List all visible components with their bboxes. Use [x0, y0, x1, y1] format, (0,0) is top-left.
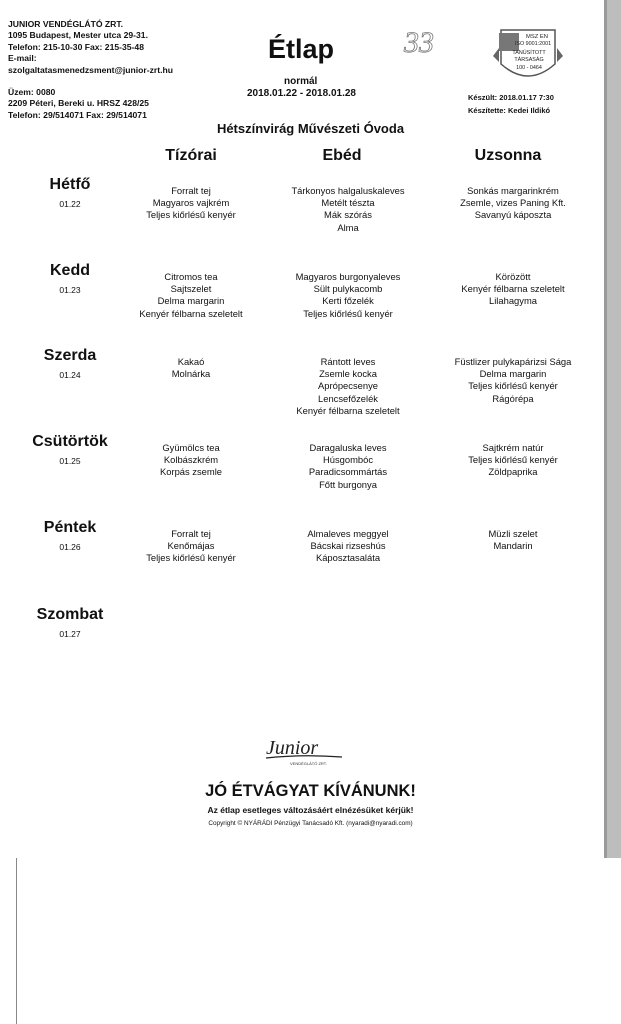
menu-item: Bácskai rizseshús [310, 540, 386, 552]
menu-item: Delma margarin [157, 295, 225, 307]
menu-item: Kolbászkrém [163, 454, 219, 466]
day-name: Szombat [36, 606, 104, 623]
scan-bottom-strip [0, 858, 621, 1024]
menu-cell-uzsonna [413, 185, 613, 222]
day-name: Péntek [43, 519, 97, 536]
day-date: 01.22 [59, 199, 81, 209]
logo-subtext: VENDÉGLÁTÓ ZRT. [290, 761, 327, 766]
menu-item: Kenyér félbarna szeletelt [139, 307, 243, 319]
menu-item: Metélt tészta [321, 197, 375, 209]
day-name: Csütörtök [32, 433, 108, 450]
menu-item: Mandarin [493, 540, 533, 552]
menu-item: Daragaluska leves [309, 442, 387, 453]
menu-item: Rágórépa [492, 392, 534, 404]
menu-item: Sajtszelet [170, 283, 212, 295]
site-address [8, 87, 149, 121]
menu-item: Paradicsommártás [308, 466, 388, 478]
menu-item: Húsgombóc [322, 454, 374, 466]
company-line: Telefon: 215-10-30 Fax: 215-35-48 [8, 41, 144, 52]
column-header-tizorai: Tízórai [165, 147, 217, 164]
site-line: Üzem: 0080 [8, 87, 56, 97]
menu-item: Sajtkrém natúr [482, 442, 544, 453]
company-email: szolgaltatasmenedzsment@junior-zrt.hu [8, 64, 173, 75]
menu-type: normál [284, 76, 318, 87]
menu-cell-uzsonna [413, 528, 613, 552]
cert-line: ISO 9001:2001 [514, 41, 552, 47]
menu-item: Sült pulykacomb [313, 283, 383, 295]
menu-item: Rántott leves [320, 356, 376, 367]
menu-item: Zöldpaprika [488, 466, 538, 478]
cert-line: 100 - 0464 [516, 65, 542, 71]
author: Készítette: Kedei Ildikó [468, 106, 551, 115]
day-name: Hétfő [49, 176, 91, 193]
handwritten-number-text: 33 [404, 26, 434, 59]
day-name: Kedd [50, 262, 90, 279]
company-line: E-mail: [8, 53, 37, 64]
menu-item: Korpás zsemle [159, 466, 222, 478]
company-address [8, 19, 173, 76]
menu-item: Magyaros vajkrém [152, 197, 230, 209]
company-line: 1095 Budapest, Mester utca 29-31. [8, 30, 148, 41]
menu-item: Káposztasaláta [315, 552, 381, 564]
menu-item: Alma [337, 221, 359, 233]
menu-item: Almaleves meggyel [307, 528, 389, 539]
menu-item: Teljes kiőrlésű kenyér [146, 209, 236, 221]
menu-item: Kakaó [177, 356, 205, 367]
cert-line: TÁRSASÁG [514, 57, 544, 63]
created-date: Készült: 2018.01.17 7:30 [468, 93, 554, 102]
menu-item: Mák szórás [324, 209, 372, 221]
column-header-ebed: Ebéd [322, 147, 362, 164]
day-date: 01.24 [59, 370, 81, 380]
date-range: 2018.01.22 - 2018.01.28 [247, 88, 356, 99]
menu-item: Körözött [495, 271, 531, 282]
day-label [12, 606, 128, 640]
menu-item: Aprópecsenye [318, 380, 378, 392]
cert-line: MSZ EN [526, 34, 548, 40]
column-header-uzsonna: Uzsonna [474, 147, 542, 164]
closing-wish: JÓ ÉTVÁGYAT KÍVÁNUNK! [205, 782, 416, 800]
menu-item: Delma margarin [479, 368, 547, 380]
menu-cell-uzsonna [413, 442, 613, 479]
junior-logo [262, 737, 358, 767]
menu-item: Molnárka [171, 368, 211, 380]
menu-item: Főtt burgonya [319, 478, 377, 490]
day-date: 01.25 [59, 456, 81, 466]
menu-item: Gyümölcs tea [162, 442, 220, 453]
handwritten-number [402, 24, 462, 60]
school-name: Hétszínvirág Művészeti Óvoda [216, 121, 405, 136]
menu-cell-uzsonna [413, 271, 613, 308]
menu-item: Sonkás margarinkrém [467, 185, 559, 196]
menu-item: Magyaros burgonyaleves [295, 271, 401, 282]
page-title: Étlap [268, 34, 335, 64]
day-name: Szerda [43, 347, 97, 364]
change-note: Az étlap esetleges változásáért elnézésüket kérjük! [207, 805, 414, 815]
menu-item: Kenyér félbarna szeletelt [461, 283, 565, 295]
site-line: Telefon: 29/514071 Fax: 29/514071 [8, 109, 147, 120]
day-date: 01.23 [59, 285, 81, 295]
company-line: JUNIOR VENDÉGLÁTÓ ZRT. [8, 19, 124, 29]
menu-item: Teljes kiőrlésű kenyér [468, 380, 558, 392]
menu-item: Zsemle kocka [319, 368, 377, 380]
menu-item: Füstlizer pulykapárizsi Sága [454, 356, 572, 367]
menu-item: Forralt tej [171, 185, 211, 196]
menu-item: Teljes kiőrlésű kenyér [468, 454, 558, 466]
iso-certificate-badge [493, 26, 563, 86]
menu-item: Citromos tea [164, 271, 218, 282]
day-date: 01.27 [59, 629, 81, 639]
menu-item: Teljes kiőrlésű kenyér [303, 307, 393, 319]
menu-item: Forralt tej [171, 528, 211, 539]
menu-item: Savanyú káposzta [474, 209, 552, 221]
menu-item: Tárkonyos halgaluskaleves [291, 185, 405, 196]
menu-item: Zsemle, vizes Paning Kft. [460, 197, 566, 209]
menu-cell-uzsonna [413, 356, 613, 405]
cert-line: TANÚSÍTOTT [512, 50, 546, 56]
menu-item: Teljes kiőrlésű kenyér [146, 552, 236, 564]
menu-item: Kenőmájas [167, 540, 215, 552]
logo-text: Junior [266, 737, 319, 759]
site-line: 2209 Péteri, Bereki u. HRSZ 428/25 [8, 98, 149, 109]
day-date: 01.26 [59, 542, 81, 552]
created-info [468, 91, 554, 117]
copyright: Copyright © NYÁRÁDI Pénzügyi Tanácsadó Kft. (nyaradi@nyaradi.com) [208, 820, 413, 827]
menu-item: Kenyér félbarna szeletelt [296, 404, 400, 416]
menu-item: Lencsefőzelék [318, 392, 378, 404]
menu-item: Kerti főzelék [322, 295, 374, 307]
menu-item: Lilahagyma [489, 295, 537, 307]
menu-item: Müzli szelet [488, 528, 538, 539]
